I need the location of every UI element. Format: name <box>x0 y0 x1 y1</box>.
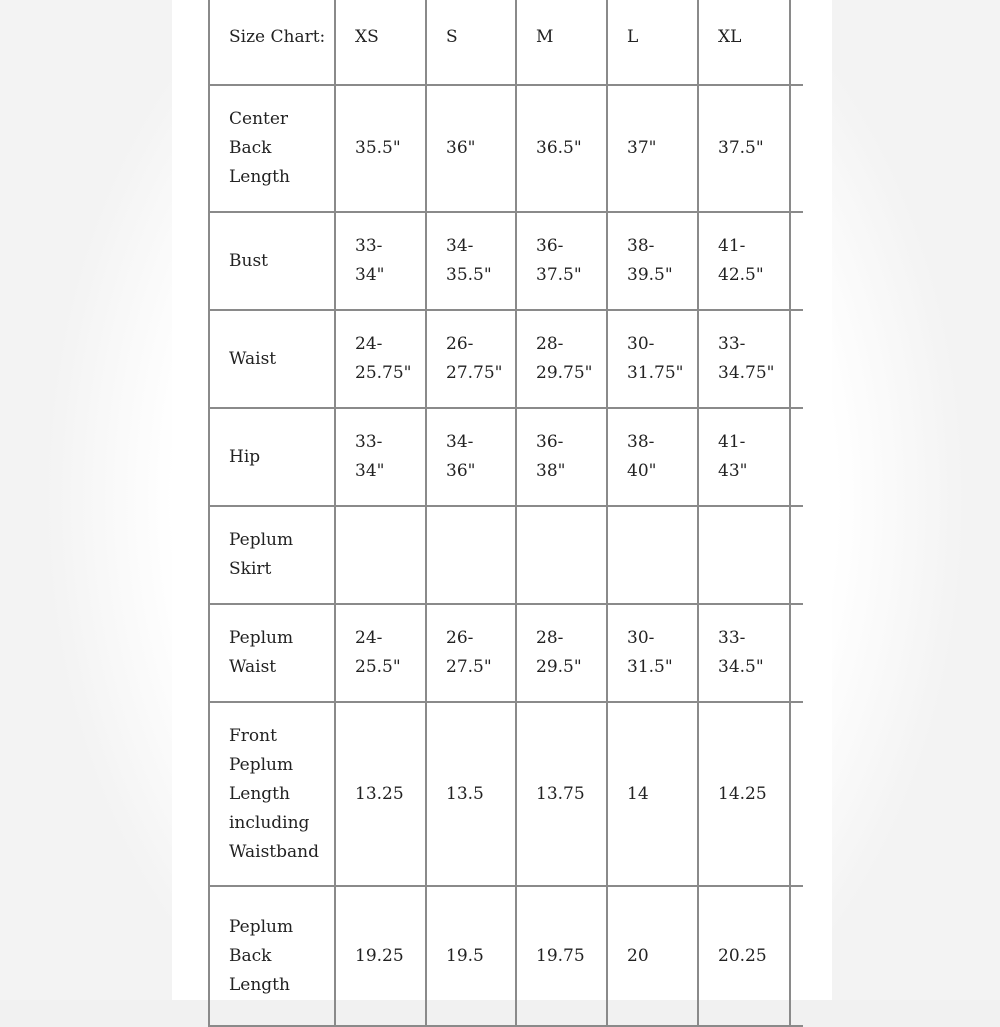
row-label-cell <box>209 604 335 702</box>
row-label: Peplum Back Length <box>229 916 294 995</box>
table-cell <box>516 310 607 408</box>
table-cell <box>426 310 516 408</box>
table-edge-cell <box>790 702 803 886</box>
row-label: Center Back Length <box>229 109 290 187</box>
table-cell <box>335 702 426 886</box>
header-size-cell <box>335 0 426 85</box>
cell-value: 13.75 <box>536 783 585 804</box>
cell-value: 35.5" <box>355 138 401 158</box>
table-cell <box>698 310 790 408</box>
header-size-cell <box>426 0 516 85</box>
table-edge-cell <box>790 0 803 85</box>
cell-value: 34-36" <box>446 432 476 481</box>
table-cell <box>426 408 516 506</box>
cell-value: 37" <box>627 138 657 158</box>
table-cell <box>335 310 426 408</box>
table-cell <box>607 310 698 408</box>
cell-value: 37.5" <box>718 138 764 158</box>
table-cell <box>607 702 698 886</box>
cell-value: 19.5 <box>446 945 484 966</box>
table-row <box>209 212 803 310</box>
table-cell <box>426 604 516 702</box>
table-cell <box>698 408 790 506</box>
table-row <box>209 85 803 212</box>
table-cell <box>607 604 698 702</box>
cell-value: 41-42.5" <box>718 236 764 285</box>
table-cell <box>607 408 698 506</box>
cell-value: 26-27.75" <box>446 334 503 383</box>
table-edge-cell <box>790 85 803 212</box>
table-cell <box>516 408 607 506</box>
row-label: Hip <box>229 446 261 467</box>
table-edge-cell <box>790 506 803 604</box>
cell-value: 36-38" <box>536 432 566 481</box>
size-m: M <box>536 26 554 47</box>
cell-value: 36" <box>446 138 476 158</box>
cell-value: 38-40" <box>627 432 657 481</box>
header-size-cell <box>516 0 607 85</box>
row-label: Peplum Waist <box>229 628 294 677</box>
table-cell <box>516 702 607 886</box>
cell-value: 30-31.5" <box>627 628 673 677</box>
table-cell <box>698 886 790 1026</box>
cell-value: 14 <box>627 783 649 804</box>
table-cell <box>607 85 698 212</box>
cell-value: 36-37.5" <box>536 236 582 285</box>
row-label-cell <box>209 408 335 506</box>
cell-value: 26-27.5" <box>446 628 492 677</box>
table-cell <box>516 85 607 212</box>
table-cell <box>607 506 698 604</box>
size-xs: XS <box>355 26 379 47</box>
cell-value: 13.25 <box>355 783 404 804</box>
row-label: Front Peplum Length including Waistband <box>229 725 319 862</box>
cell-value: 19.25 <box>355 945 404 966</box>
table-row <box>209 604 803 702</box>
size-l: L <box>627 26 639 47</box>
row-label: Waist <box>229 348 277 369</box>
cell-value: 34-35.5" <box>446 236 492 285</box>
row-label-cell <box>209 85 335 212</box>
table-cell <box>698 506 790 604</box>
cell-value: 14.25 <box>718 783 767 804</box>
table-cell <box>516 886 607 1026</box>
size-chart-table <box>208 0 803 1027</box>
table-cell <box>698 212 790 310</box>
cell-value: 36.5" <box>536 138 582 158</box>
table-edge-cell <box>790 886 803 1026</box>
cell-value: 41-43" <box>718 432 748 481</box>
row-label-cell <box>209 310 335 408</box>
table-cell <box>516 506 607 604</box>
table-cell <box>335 604 426 702</box>
row-label-cell <box>209 506 335 604</box>
table-row <box>209 702 803 886</box>
table-cell <box>426 506 516 604</box>
table-edge-cell <box>790 212 803 310</box>
header-label-cell <box>209 0 335 85</box>
table-row <box>209 310 803 408</box>
row-label-cell <box>209 702 335 886</box>
row-label: Peplum Skirt <box>229 530 294 579</box>
cell-value: 24-25.5" <box>355 628 401 677</box>
cell-value: 28-29.75" <box>536 334 593 383</box>
table-row <box>209 886 803 1026</box>
header-size-cell <box>698 0 790 85</box>
table-edge-cell <box>790 310 803 408</box>
table-cell <box>516 212 607 310</box>
cell-value: 30-31.75" <box>627 334 684 383</box>
cell-value: 19.75 <box>536 945 585 966</box>
cell-value: 33-34.75" <box>718 334 775 383</box>
cell-value: 13.5 <box>446 783 484 804</box>
cell-value: 33-34" <box>355 236 385 285</box>
size-s: S <box>446 26 458 47</box>
cell-value: 20 <box>627 945 649 966</box>
table-cell <box>335 506 426 604</box>
table-cell <box>698 604 790 702</box>
cell-value: 20.25 <box>718 945 767 966</box>
table-cell <box>698 702 790 886</box>
table-edge-cell <box>790 604 803 702</box>
cell-value: 24-25.75" <box>355 334 412 383</box>
size-xl: XL <box>718 26 742 47</box>
row-label-cell <box>209 886 335 1026</box>
table-cell <box>335 886 426 1026</box>
table-cell <box>426 702 516 886</box>
header-label: Size Chart: <box>229 26 326 47</box>
table-cell <box>607 212 698 310</box>
table-header-row <box>209 0 803 85</box>
table-row <box>209 408 803 506</box>
row-label: Bust <box>229 250 268 271</box>
table-cell <box>607 886 698 1026</box>
table-cell <box>698 85 790 212</box>
cell-value: 28-29.5" <box>536 628 582 677</box>
table-cell <box>335 408 426 506</box>
cell-value: 38-39.5" <box>627 236 673 285</box>
header-size-cell <box>607 0 698 85</box>
table-row <box>209 506 803 604</box>
table-cell <box>335 85 426 212</box>
row-label-cell <box>209 212 335 310</box>
table-cell <box>426 85 516 212</box>
table-cell <box>426 212 516 310</box>
cell-value: 33-34" <box>355 432 385 481</box>
table-cell <box>516 604 607 702</box>
table-cell <box>426 886 516 1026</box>
table-cell <box>335 212 426 310</box>
table-edge-cell <box>790 408 803 506</box>
cell-value: 33-34.5" <box>718 628 764 677</box>
